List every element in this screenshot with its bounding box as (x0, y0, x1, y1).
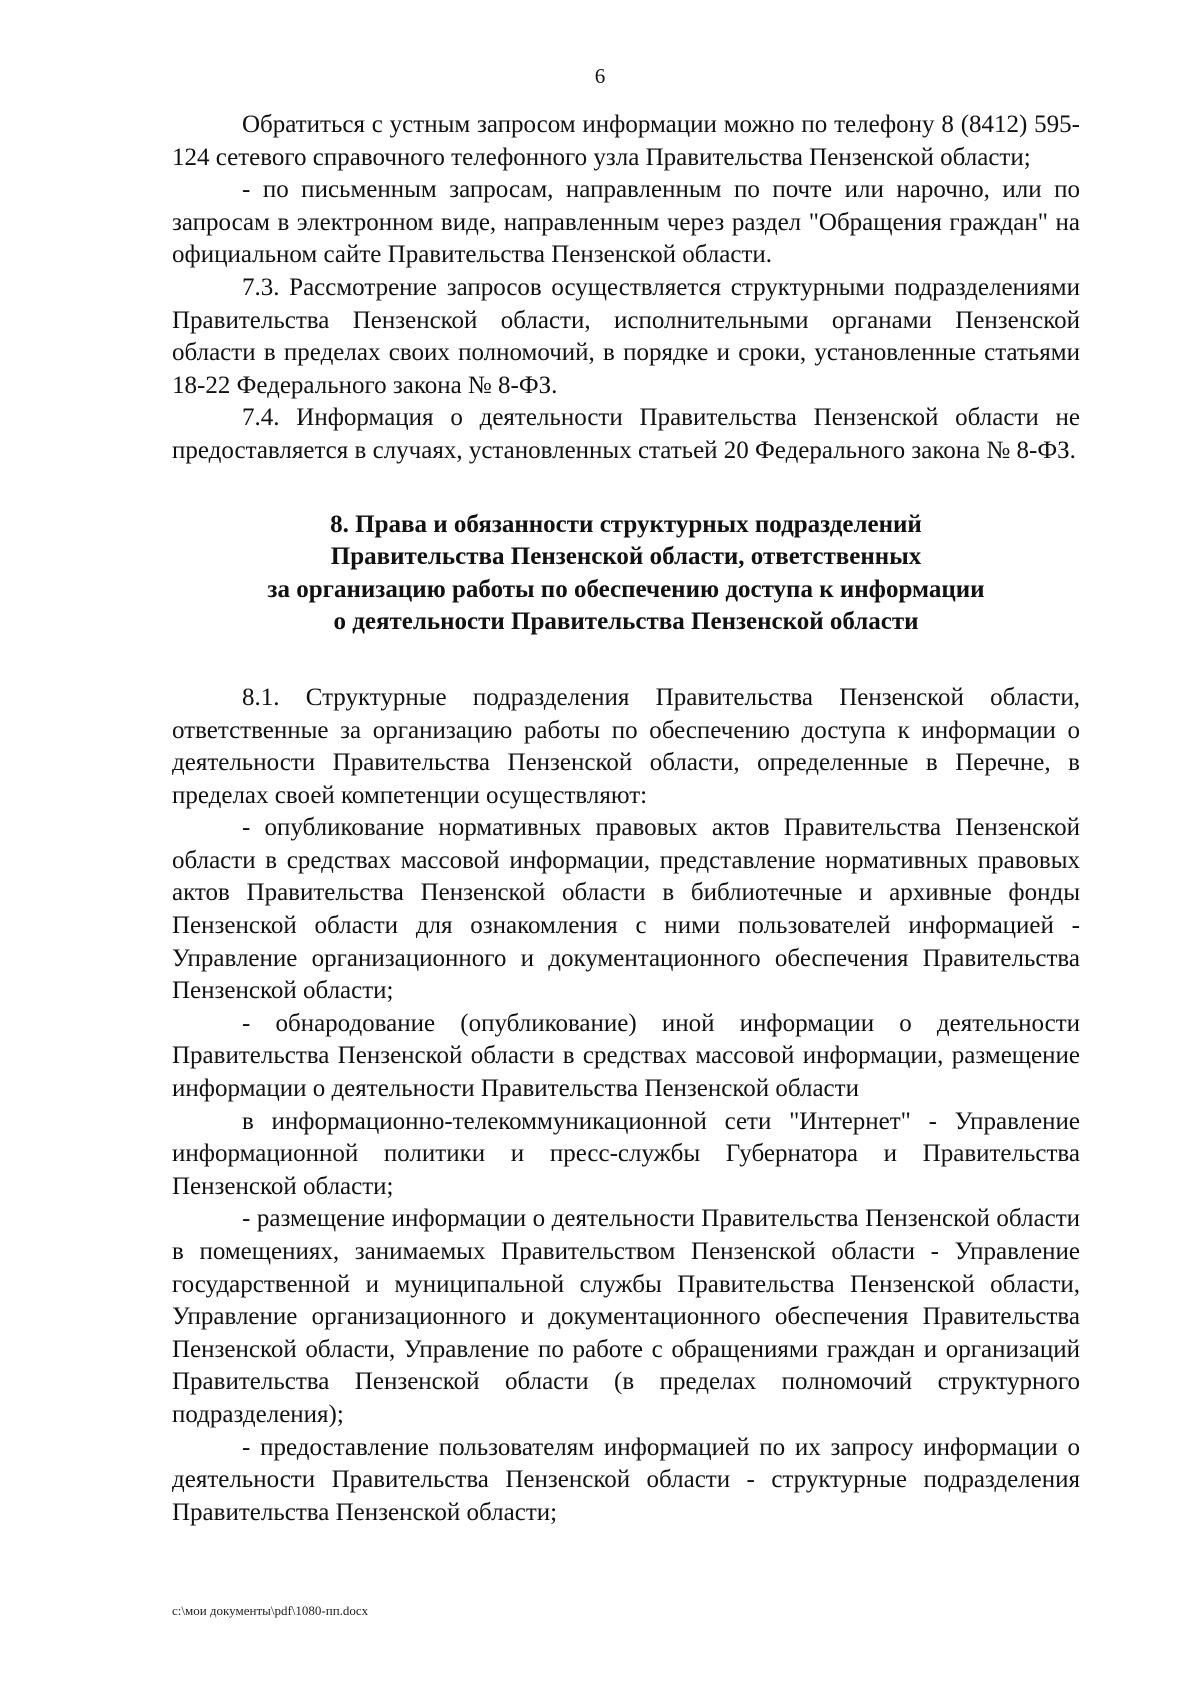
paragraph-promulgation: - обнародование (опубликование) иной информации о деятельности Правительства Пензенской области в средствах массовой информации, размещение информации о деятельности Правительства Пензенской области (172, 1009, 1080, 1103)
paragraph-7-3: 7.3. Рассмотрение запросов осуществляется структурными подразделениями Правительства Пензенской области, исполнительными органами Пензенской области в пределах своих полномочий, в порядке и сроки, установленные статьями 18-22 Федерального закона № 8-ФЗ. (172, 273, 1080, 399)
document-body (172, 109, 1080, 1529)
paragraph-8-1: 8.1. Структурные подразделения Правительства Пензенской области, ответственные за организацию работы по обеспечению доступа к информации о деятельности Правительства Пензенской области, определенные в Перечне, в пределах своей компетенции осуществляют: (172, 683, 1080, 809)
paragraph-7-4: 7.4. Информация о деятельности Правительства Пензенской области не предоставляется в случаях, установленных статьей 20 Федерального закона № 8-ФЗ. (172, 404, 1080, 464)
page-number: 6 (594, 64, 606, 88)
paragraph-request-provision: - предоставление пользователям информацией по их запросу информации о деятельности Правительства Пензенской области - структурные подразделения Правительства Пензенской области; (172, 1433, 1080, 1526)
section-heading-line: Правительства Пензенской области, ответственных (330, 543, 922, 571)
footer-file-path: c:\мои документы\pdf\1080-пп.docx (172, 1603, 369, 1618)
section-heading-8 (172, 509, 1080, 639)
section-heading-line: о деятельности Правительства Пензенской области (333, 608, 919, 636)
paragraph-internet: в информационно-телекоммуникационной сети "Интернет" - Управление информационной политики и пресс-службы Губернатора и Правительства Пензенской области; (172, 1107, 1080, 1200)
paragraph-premises-placement: - размещение информации о деятельности Правительства Пензенской области в помещениях, занимаемых Правительством Пензенской области - Управление государственной и муниципальной службы Правительства Пензенской области, Управление организационного и документационного обеспечения Правительства Пензенской области, Управление по работе с обращениями граждан и организаций Правительства Пензенской области (в пределах полномочий структурного подразделения); (172, 1205, 1080, 1428)
paragraph-publication-npa: - опубликование нормативных правовых актов Правительства Пензенской области в средствах массовой информации, представление нормативных правовых актов Правительства Пензенской области в библиотечные и архивные фонды Пензенской области для ознакомления с ними пользователей информацией - Управление организационного и документационного обеспечения Правительства Пензенской области; (172, 814, 1080, 1005)
section-heading-line: за организацию работы по обеспечению доступа к информации (267, 575, 985, 603)
section-heading-line: 8. Права и обязанности структурных подразделений (330, 510, 922, 538)
paragraph-phone-request: Обратиться с устным запросом информации можно по телефону 8 (8412) 595-124 сетевого справочного телефонного узла Правительства Пензенской области; (172, 111, 1080, 171)
paragraph-written-requests: - по письменным запросам, направленным по почте или нарочно, или по запросам в электронном виде, направленным через раздел "Обращения граждан" на официальном сайте Правительства Пензенской области. (172, 176, 1080, 269)
